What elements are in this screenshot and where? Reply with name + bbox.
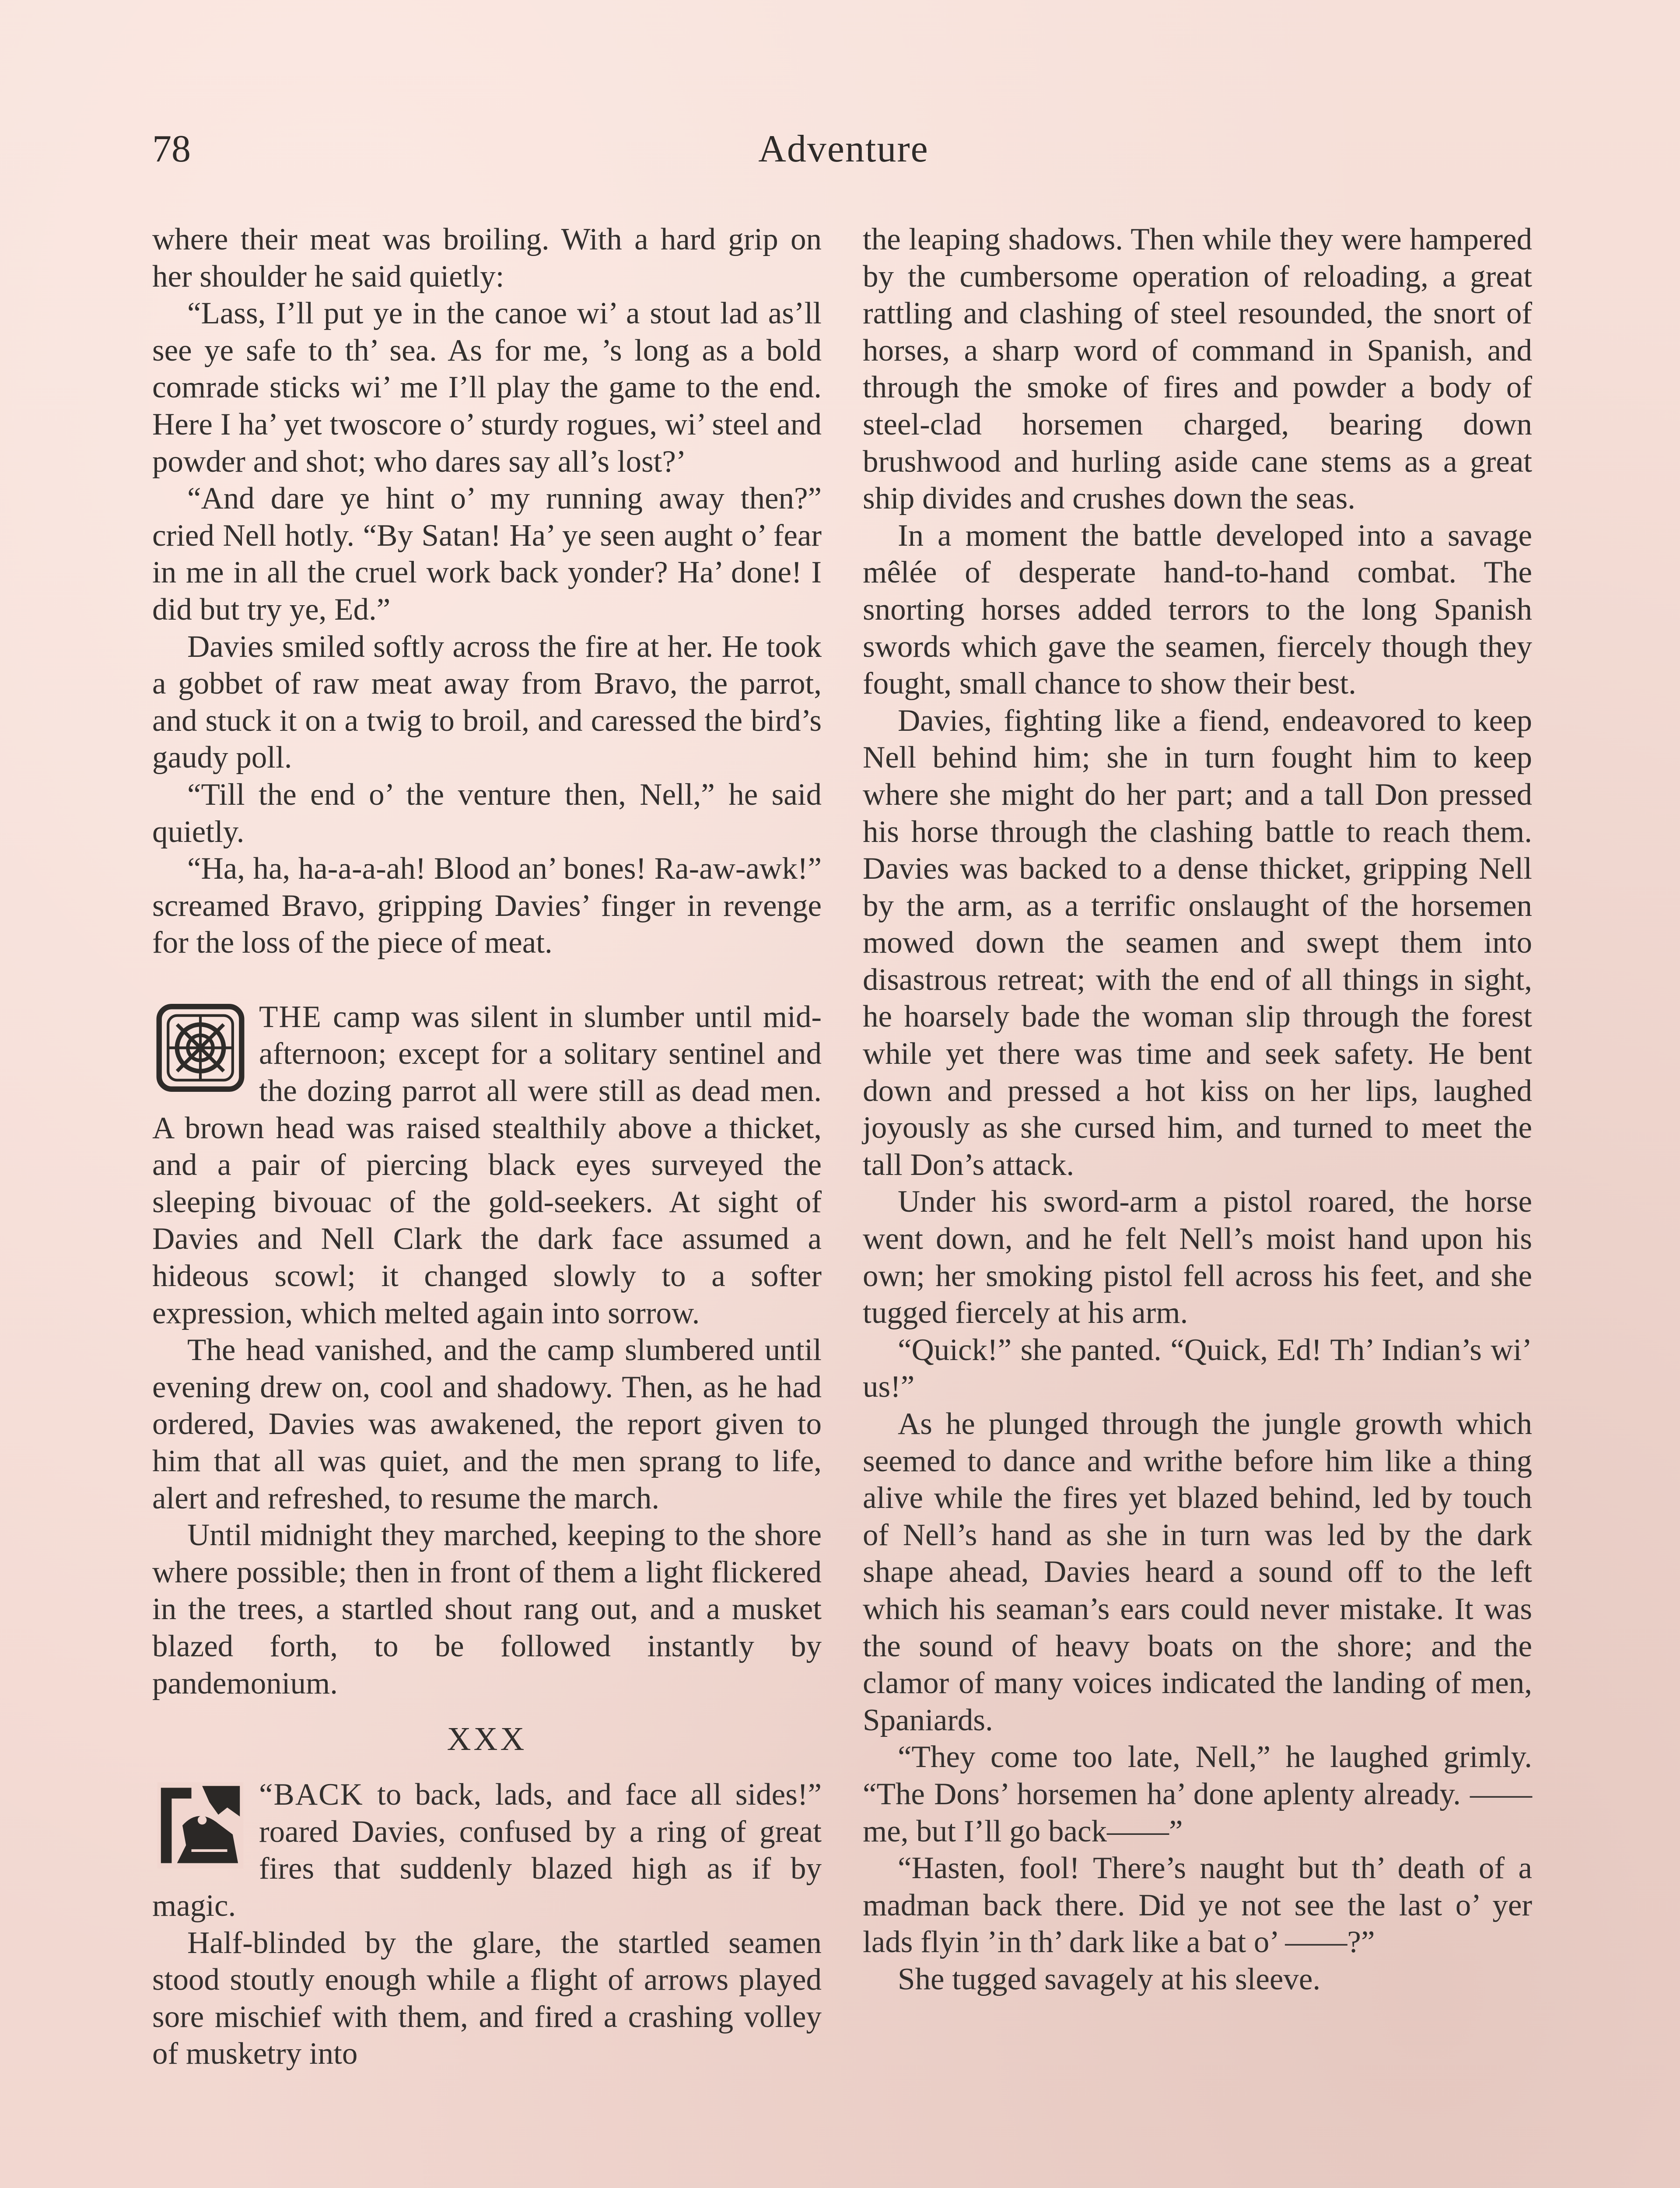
paragraph: Davies smiled softly across the fire at her. He took a gobbet of raw meat away from Bravo, the parrot, and stuck it on a twig to broil, and caressed the bird’s gaudy poll. — [152, 629, 822, 775]
celtic-knot-ornament-icon — [152, 1003, 248, 1093]
left-column — [152, 221, 822, 2072]
chapter-first-word: “BACK — [259, 1778, 364, 1812]
section-text: camp was silent in slumber until mid-afternoon; except for a solitary sentinel and the dozing parrot all were still as dead men. A brown head was raised stealthily above a thicket, and a pair of piercing black eyes surveyed the sleeping bivouac of the gold-seekers. At sight of Davies and Nell Clark the dark face assumed a hideous scowl; it changed slowly to a softer expression, which melted again into sorrow. — [152, 999, 822, 1330]
section-break-paragraph — [152, 999, 822, 1332]
paragraph: Under his sword-arm a pistol roared, the horse went down, and he felt Nell’s moist hand upon his own; her smoking pistol fell across his feet, and she tugged fiercely at his arm. — [863, 1185, 1532, 1330]
chapter-number: XXX — [447, 1721, 527, 1758]
paragraph: “Quick!” she panted. “Quick, Ed! Th’ Indian’s wi’ us!” — [863, 1332, 1532, 1404]
section-spacer — [152, 961, 822, 999]
paragraph: where their meat was broiling. With a hard grip on her shoulder he said quietly: — [152, 222, 822, 294]
paragraph: the leaping shadows. Then while they were hampered by the cumbersome operation of reloading, a great rattling and clashing of steel resounded, the snort of horses, a sharp word of command in Spanish, and through the smoke of fires and powder a body of steel-clad horsemen charged, bearing down brushwood and hurling aside cane stems as a great ship divides and crushes down the seas. — [863, 222, 1532, 516]
paragraph: “Lass, I’ll put ye in the canoe wi’ a stout lad as’ll see ye safe to th’ sea. As for me, ’s long as a bold comrade sticks wi’ me I’ll play the game to the end. Here I ha’ yet twoscore o’ sturdy rogues, wi’ steel and powder and shot; who dares say all’s lost?’ — [152, 296, 822, 479]
paragraph: “They come too late, Nell,” he laughed grimly. “The Dons’ horsemen ha’ done aplenty already. —— me, but I’ll go back——” — [863, 1740, 1532, 1848]
paragraph: In a moment the battle developed into a savage mêlée of desperate hand-to-hand combat. The snorting horses added terrors to the long Spanish swords which gave the seamen, fiercely though they fought, small chance to show their best. — [863, 518, 1532, 701]
section-first-word: THE — [259, 999, 322, 1034]
page-number: 78 — [152, 128, 191, 170]
paragraph: Half-blinded by the glare, the startled seamen stood stoutly enough while a flight of arrows played sore mischief with them, and fired a crashing volley of musketry into — [152, 1925, 822, 2071]
page-header — [152, 127, 1535, 184]
paragraph: “Ha, ha, ha-a-a-ah! Blood an’ bones! Ra-aw-awk!” screamed Bravo, gripping Davies’ finger in revenge for the loss of the piece of meat. — [152, 852, 822, 960]
chapter-text: to back, lads, and face all sides!” roared Davies, confused by a ring of great fires that suddenly blazed high as if by magic. — [152, 1778, 822, 1923]
paragraph: As he plunged through the jungle growth which seemed to dance and writhe before him like a thing alive while the fires yet blazed behind, led by touch of Nell’s hand as she in turn was led by the dark shape ahead, Davies heard a sound off to the left which his seaman’s ears could never mistake. It was the sound of heavy boats on the shore; and the clamor of many voices indicated the landing of men, Spaniards. — [863, 1407, 1532, 1737]
illustrated-dropcap-icon — [152, 1781, 248, 1870]
paragraph: “Till the end o’ the venture then, Nell,” he said quietly. — [152, 777, 822, 849]
paragraph: The head vanished, and the camp slumbered until evening drew on, cool and shadowy. Then, as he had ordered, Davies was awakened, the report given to him that all was quiet, and the men sprang to life, alert and refreshed, to resume the march. — [152, 1333, 822, 1515]
running-title: Adventure — [758, 128, 929, 170]
paragraph: She tugged savagely at his sleeve. — [898, 1962, 1321, 1996]
right-column — [863, 221, 1532, 1998]
chapter-opening-paragraph — [152, 1776, 822, 1924]
paragraph: Until midnight they marched, keeping to the shore where possible; then in front of them a light flickered in the trees, a startled shout rang out, and a musket blazed forth, to be followed instantly by pandemonium. — [152, 1518, 822, 1701]
paragraph: “Hasten, fool! There’s naught but th’ death of a madman back there. Did ye not see the last o’ yer lads flyin ’in th’ dark like a bat o’ ——?” — [863, 1851, 1532, 1960]
paragraph: Davies, fighting like a fiend, endeavored to keep Nell behind him; she in turn fought him to keep where she might do her part; and a tall Don pressed his horse through the clashing battle to reach them. Davies was backed to a dense thicket, gripping Nell by the arm, as a terrific onslaught of the horsemen mowed down the seamen and swept them into disastrous retreat; with the end of all things in sight, he hoarsely bade the woman slip through the forest while yet there was time and seek safety. He bent down and pressed a hot kiss on her lips, laughed joyously as she cursed him, and turned to meet the tall Don’s attack. — [863, 703, 1532, 1182]
paragraph: “And dare ye hint o’ my running away then?” cried Nell hotly. “By Satan! Ha’ ye seen aught o’ fear in me in all the cruel work back yonder? Ha’ done! I did but try ye, Ed.” — [152, 481, 822, 627]
